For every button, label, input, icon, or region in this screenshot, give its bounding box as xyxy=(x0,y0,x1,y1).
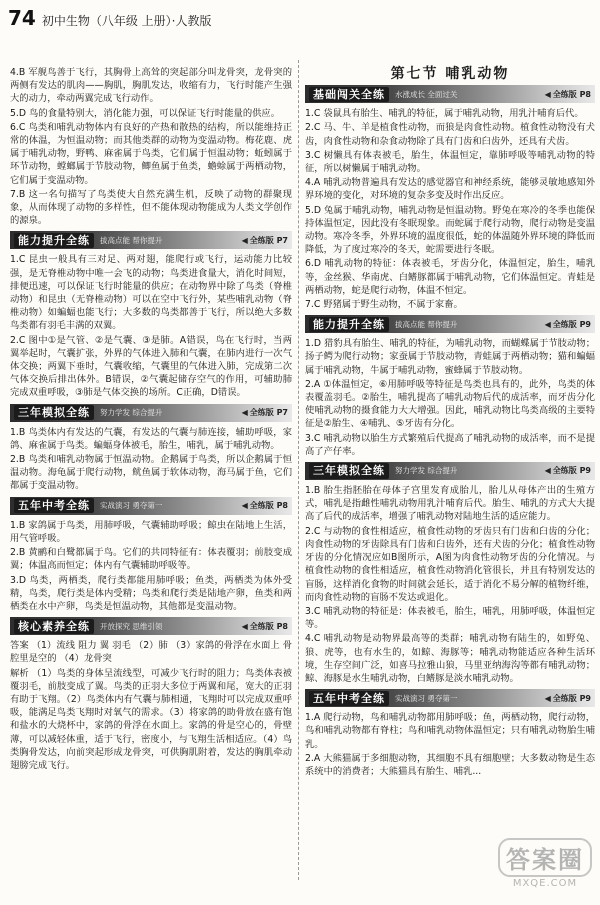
banner-subtitle: 拔高点能 帮你提升 xyxy=(395,319,458,329)
banner-subtitle: 水涨成长 全面过关 xyxy=(395,89,458,99)
answer-item: 4.A 哺乳动物普遍具有发达的感觉器官和神经系统，能够灵敏地感知外界环境的变化，对环境的复杂多变及时作出反应。 xyxy=(305,177,595,202)
answer-item: 2.C 图中①是气管、②是气囊、③是肺。A错误，鸟在飞行时，当两翼举起时，气囊扩张，外界的气体进入肺和气囊，在肺内进行一次气体交换；两翼下垂时，气囊收缩，气囊里的气体进入肺，完成第二次气体交换后排出体外。B错误，②气囊起储存空气的作用，可辅助肺完成双重呼吸，③肺是气体交换的场所。C正确，D错误。 xyxy=(10,334,292,399)
page-number: 74 xyxy=(8,6,36,30)
banner-page-ref: ◀ 全练版 P8 xyxy=(242,499,288,512)
answer-text: 答案 （1）流线 阻力 翼 羽毛 （2）肺 （3）家鸽的骨浮在水面上 骨腔里是空的 （4）龙骨突 xyxy=(10,640,292,665)
page-header xyxy=(8,6,211,30)
answer-item: 1.C 昆虫一般具有三对足、两对翅，能爬行或飞行，运动能力比较强，是无脊椎动物中唯一会飞的动物；鸟类进食量大，消化时间短，排便迅速，可以保证飞行时能量的供应；在动物界中除了鸟类（脊椎动物）和昆虫（无脊椎动物）可以在空中飞行外，某些哺乳动物（脊椎动物）如蝙蝠也能飞行；大多数的鸟类都善于飞行，所以绝大多数鸟类都有羽毛丰满的双翼。 xyxy=(10,254,292,332)
banner-title: 核心素养全练 xyxy=(14,619,94,634)
banner-subtitle: 拔高点能 帮你提升 xyxy=(100,235,163,245)
answer-item: 2.A 大熊猫属于多细胞动物，其细胞不具有细胞壁；大多数动物是生态系统中的消费者；大熊猫具有胎生、哺乳... xyxy=(305,752,595,777)
banner-title: 五年中考全练 xyxy=(309,691,389,706)
answer-item: 1.C 袋鼠具有胎生、哺乳的特征，属于哺乳动物，用乳汁哺育后代。 xyxy=(305,108,584,120)
answer-item: 5.D 鸟的食量特别大，消化能力强，可以保证飞行时能量的供应。 xyxy=(10,107,281,119)
banner-subtitle: 努力学发 综合提升 xyxy=(100,408,163,418)
section-banner-ability xyxy=(305,315,595,333)
arrow-icon: ◀ xyxy=(241,621,248,631)
left-column xyxy=(10,66,292,773)
banner-page-ref: ◀ 全练版 P8 xyxy=(242,620,288,633)
banner-page-ref: ◀ 全练版 P7 xyxy=(242,406,288,419)
book-title: 初中生物（八年级 上册）·人教版 xyxy=(41,14,212,28)
banner-title: 三年模拟全练 xyxy=(14,405,94,420)
answer-item: 3.C 哺乳动物的特征是：体表被毛，胎生，哺乳，用肺呼吸，体温恒定等。 xyxy=(305,605,595,631)
banner-title: 能力提升全练 xyxy=(14,233,94,248)
banner-title: 基础闯关全练 xyxy=(309,87,389,102)
answer-item: 1.B 鸟类体内有发达的气囊，有发达的气囊与肺连接，辅助呼吸，家鸽、麻雀属于鸟类。蝙蝠身体被毛，胎生，哺乳，属于哺乳动物。 xyxy=(10,426,292,451)
answer-item: 2.C 马、牛、羊是植食性动物，而狼是肉食性动物。植食性动物没有犬齿，肉食性动物和杂食动物除了具有门齿和臼齿外，还具有犬齿。 xyxy=(305,122,595,147)
banner-title: 能力提升全练 xyxy=(309,317,389,332)
arrow-icon: ◀ xyxy=(241,501,248,511)
explanation-text: 解析 （1）鸟类的身体呈流线型，可减少飞行时的阻力；鸟类体表被覆羽毛，前肢变成了翼。鸟类的正羽大多位于两翼和尾，宽大的正羽有助于飞翔。（2）鸟类体内有气囊与肺相通，飞翔时可以完成双重呼吸，能满足鸟类飞翔时对氧气的需求。（3）将家鸽的助骨放在盛有饱和盐水的大烧杯中，家鸽的骨浮在水面上。家鸽的骨是空心的，骨壁薄，可以减轻体重，适于飞行，密度小，与飞翔生活相适应。（4）鸟类胸骨发达，向前突起形成龙骨突，可供胸肌附着，发达的胸肌牵动翅膀完成飞行。 xyxy=(10,667,292,771)
answer-item: 6.C 鸟类和哺乳动物体内有良好的产热和散热的结构，所以能维持正常的体温，为恒温动物；而其他类群的动物为变温动物。梅花鹿、虎属于哺乳动物，野鸭、麻雀属于鸟类，它们属于恒温动物；蚯蚓属于环节动物，螳螂属于节肢动物，鲫鱼属于鱼类，蟾蜍属于两栖动物，它们属于变温动物。 xyxy=(10,121,292,186)
banner-title: 五年中考全练 xyxy=(14,498,94,513)
answer-item: 1.B 胎生指胚胎在母体子宫里发育成胎儿，胎儿从母体产出的生殖方式，哺乳是指雌性哺乳动物用乳汁哺育后代。胎生、哺乳的方式大大提高了后代的成活率，增强了哺乳动物对陆地生活的适应能力。 xyxy=(305,485,595,523)
banner-page-ref: ◀ 全练版 P9 xyxy=(545,318,591,331)
answer-item: 5.D 兔属于哺乳动物，哺乳动物是恒温动物。野兔在寒冷的冬季也能保持体温恒定，因此没有冬眠现象。而蛇属于爬行动物，爬行动物是变温动物。寒冷冬季，外界环境的温度很低，蛇的体温随外界环境的降低而降低，为了度过寒冷的冬天，蛇需要进行冬眠。 xyxy=(305,204,595,256)
answer-item: 3.C 树懒具有体表被毛，胎生，体温恒定，靠肺呼吸等哺乳动物的特征，所以树懒属于哺乳动物。 xyxy=(305,149,595,175)
banner-subtitle: 开放探究 思维引领 xyxy=(100,621,163,631)
answer-item: 3.D 鸟类，两栖类，爬行类都能用肺呼吸；鱼类，两栖类为体外受精，鸟类，爬行类是体内受精；鸟类和爬行类是陆地产卵，鱼类和两栖类在水中产卵，鸟类是恒温动物，其他都是变温动物。 xyxy=(10,574,292,612)
banner-page-ref: ◀ 全练版 P7 xyxy=(242,234,288,247)
banner-page-ref: ◀ 全练版 P9 xyxy=(545,692,591,705)
banner-subtitle: 努力学发 综合提升 xyxy=(395,466,458,476)
watermark xyxy=(498,838,592,889)
section-banner-five-year xyxy=(10,497,292,515)
watermark-url: MXQE.COM xyxy=(512,878,578,889)
section-banner-three-year xyxy=(305,462,595,480)
banner-subtitle: 实战演习 勇夺第一 xyxy=(395,693,458,703)
arrow-icon: ◀ xyxy=(544,89,551,99)
answer-item: 4.B 军舰鸟善于飞行，其胸骨上高耸的突起部分叫龙骨突，龙骨突的两侧有发达的肌肉——胸肌，胸肌发达，收缩有力，飞行时能产生强大的动力，牵动两翼完成飞行动作。 xyxy=(10,67,292,105)
section-banner-core xyxy=(10,617,292,635)
answer-item: 2.A ①体温恒定，⑥用肺呼吸等特征是鸟类也具有的，此外，鸟类的体表覆盖羽毛。②胎生，哺乳提高了哺乳动物后代的成活率，而牙齿分化使哺乳动物的摄食能力大大增强。因此，哺乳动物比鸟类高级的主要特征是②胎生、④哺乳、⑤牙齿有分化。 xyxy=(305,378,595,430)
answer-item: 2.C 与动物的食性相适应，植食性动物的牙齿只有门齿和臼齿的分化；肉食性动物的牙齿除具有门齿和臼齿外，还有犬齿的分化；植食性动物牙齿的分化情况应如B图所示，A图为肉食性动物牙齿的分化情况。与植食性动物的食性相适应，植食性动物消化管很长，并且有特别发达的盲肠，这样消化食物的时间就会延长，适于消化不易分解的植物纤维，而肉食性动物的盲肠不发达或退化。 xyxy=(305,525,595,603)
arrow-icon: ◀ xyxy=(544,319,551,329)
section-banner-ability xyxy=(10,231,292,249)
arrow-icon: ◀ xyxy=(544,693,551,703)
answer-item: 4.C 哺乳动物是动物界最高等的类群；哺乳动物有陆生的，如野兔、狼、虎等，也有水生的，如鲸、海豚等；哺乳动物能适应各种生活环境，生存空间广泛，如喜马拉雅山狼，马里亚纳海沟等都有哺乳动物；鲸、海豚是水生哺乳动物，白鳍豚是淡水哺乳动物。 xyxy=(305,633,595,684)
answer-item: 7.B 这一名句描写了鸟类使大自然充满生机，反映了动物的群聚现象，从而体现了动物的多样性，但不能体现动物能成为人类文学创作的源泉。 xyxy=(10,188,292,227)
arrow-icon: ◀ xyxy=(544,466,551,476)
banner-page-ref: ◀ 全练版 P8 xyxy=(545,88,591,101)
answer-item: 7.C 野猪属于野生动物，不属于家畜。 xyxy=(305,299,463,311)
answer-item: 1.A 爬行动物，鸟和哺乳动物都用肺呼吸；鱼，两栖动物，爬行动物，鸟和哺乳动物都有脊柱；鸟和哺乳动物体温恒定；只有哺乳动物胎生哺乳。 xyxy=(305,712,595,750)
column-divider xyxy=(298,60,299,880)
section-banner-basic xyxy=(305,85,595,103)
arrow-icon: ◀ xyxy=(241,235,248,245)
answer-item: 2.B 黄鹂和白鹭都属于鸟。它们的共同特征有：体表覆羽；前肢变成翼；体温高而恒定；体内有气囊辅助呼吸等。 xyxy=(10,547,292,572)
answer-item: 2.B 鸟类和哺乳动物属于恒温动物。企鹅属于鸟类，所以企鹅属于恒温动物。海龟属于爬行动物，鱿鱼属于软体动物，海马属于鱼，它们都属于变温动物。 xyxy=(10,454,292,492)
section-banner-three-year xyxy=(10,404,292,422)
answer-item: 1.D 猎豹具有胎生、哺乳的特征，为哺乳动物，而蝴蝶属于节肢动物；扬子鳄为爬行动物；家蚕属于节肢动物，青蛙属于两栖动物；猫和蝙蝠属于哺乳动物，牛属于哺乳动物，蜜蜂属于节肢动物。 xyxy=(305,338,595,376)
banner-subtitle: 实战演习 勇夺第一 xyxy=(100,501,163,511)
banner-page-ref: ◀ 全练版 P9 xyxy=(545,464,591,477)
section-title: 第七节 哺乳动物 xyxy=(390,66,510,82)
answer-item: 3.C 哺乳动物以胎生方式繁殖后代提高了哺乳动物的成活率，而不是提高了产仔率。 xyxy=(305,432,595,457)
right-column xyxy=(305,62,595,779)
answer-item: 6.D 哺乳动物的特征：体表被毛，牙齿分化，体温恒定，胎生，哺乳等，金丝猴、华南虎、白鳍豚都属于哺乳动物，它们体温恒定。青蛙是两栖动物，蛇是爬行动物，体温不恒定。 xyxy=(305,258,595,296)
banner-title: 三年模拟全练 xyxy=(309,463,389,478)
watermark-logo: 答案圈 xyxy=(498,838,592,877)
answer-item: 1.B 家鸽属于鸟类，用肺呼吸，气囊辅助呼吸；鲸虫在陆地上生活，用气管呼吸。 xyxy=(10,519,292,544)
arrow-icon: ◀ xyxy=(241,408,248,418)
section-banner-five-year xyxy=(305,689,595,707)
